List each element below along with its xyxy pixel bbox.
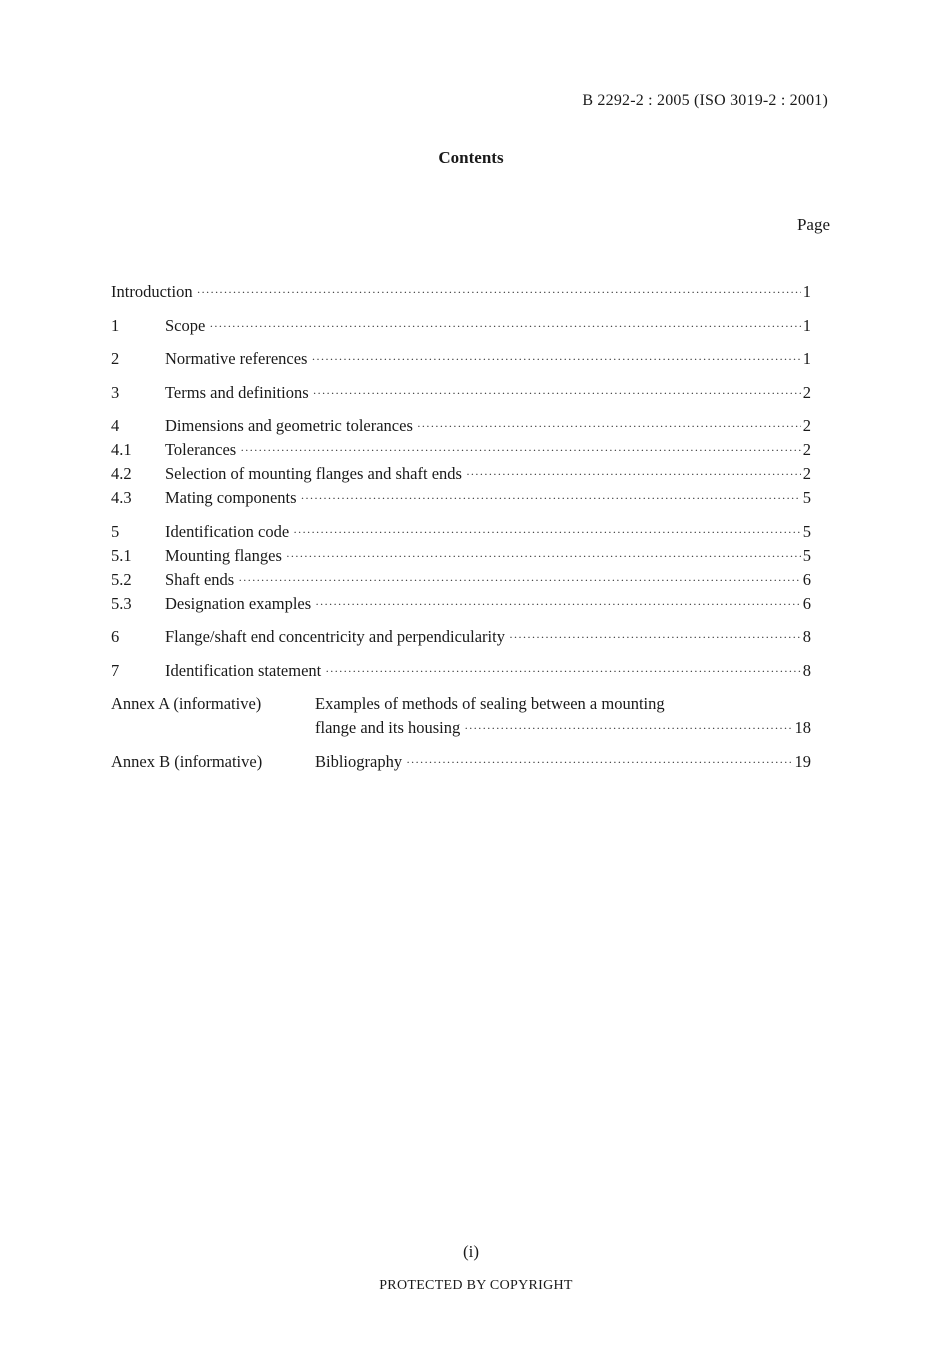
toc-leader-dots bbox=[301, 486, 801, 510]
toc-entry-title: Selection of mounting flanges and shaft ends bbox=[165, 464, 462, 483]
toc-leader-dots bbox=[406, 750, 792, 774]
toc-entry[interactable] bbox=[111, 659, 811, 683]
toc-entry-annex-a[interactable] bbox=[111, 692, 811, 740]
toc-entry-title: Introduction bbox=[111, 282, 193, 301]
page-column-label: Page bbox=[796, 215, 830, 234]
toc-leader-dots bbox=[240, 438, 801, 462]
toc-entry-title: Shaft ends bbox=[165, 569, 235, 589]
header-reference: B 2292-2 : 2005 (ISO 3019-2 : 2001) bbox=[582, 92, 828, 109]
toc-leader-dots bbox=[197, 280, 801, 304]
toc-entry[interactable] bbox=[111, 381, 811, 405]
toc-leader-dots bbox=[466, 462, 801, 486]
toc-entry-number: 1 bbox=[111, 315, 120, 335]
toc-entry-page: 2 bbox=[802, 416, 811, 435]
footer-page-number: (i) bbox=[462, 1242, 480, 1261]
toc-entry-title: Flange/shaft end concentricity and perpendicularity bbox=[165, 627, 505, 646]
toc-entry[interactable] bbox=[111, 438, 811, 462]
toc-entry-number: 5.1 bbox=[111, 545, 132, 565]
toc-entry-title: Terms and definitions bbox=[165, 382, 309, 402]
toc-leader-dots bbox=[325, 659, 801, 683]
toc-leader-dots bbox=[311, 347, 800, 371]
copyright-notice: PROTECTED BY COPYRIGHT bbox=[379, 1278, 573, 1293]
toc-entry[interactable] bbox=[111, 520, 811, 544]
toc-entry-page: 1 bbox=[802, 349, 811, 368]
annex-prefix: Annex B (informative) bbox=[111, 751, 263, 771]
toc-entry-number: 5 bbox=[111, 521, 120, 541]
contents-title: Contents bbox=[438, 148, 504, 167]
toc-leader-dots bbox=[293, 520, 801, 544]
toc-entry[interactable] bbox=[111, 568, 811, 592]
toc-entry-page: 2 bbox=[802, 382, 811, 402]
toc-entry-title: Tolerances bbox=[165, 440, 237, 459]
toc-entry[interactable] bbox=[111, 414, 811, 438]
toc-entry-page: 8 bbox=[802, 627, 811, 646]
toc-entry-page: 5 bbox=[802, 545, 811, 565]
toc-entry[interactable] bbox=[111, 462, 811, 486]
toc-entry[interactable] bbox=[111, 486, 811, 510]
toc-entry-title: Mating components bbox=[165, 488, 297, 507]
toc-leader-dots bbox=[286, 544, 801, 568]
toc-entry[interactable] bbox=[111, 347, 811, 371]
table-of-contents bbox=[111, 280, 811, 774]
toc-entry-title: Normative references bbox=[165, 349, 308, 368]
toc-entry-title: Scope bbox=[165, 315, 206, 335]
toc-entry-number: 5.2 bbox=[111, 569, 132, 589]
toc-entry-number: 5.3 bbox=[111, 593, 132, 613]
toc-entry-number: 4.3 bbox=[111, 488, 132, 507]
toc-leader-dots bbox=[209, 314, 800, 338]
toc-leader-dots bbox=[315, 592, 801, 616]
toc-entry-title: Designation examples bbox=[165, 593, 312, 613]
toc-entry-page: 2 bbox=[802, 464, 811, 483]
toc-entry-page: 19 bbox=[794, 751, 811, 771]
toc-entry-number: 4.1 bbox=[111, 440, 132, 459]
toc-entry-title: Mounting flanges bbox=[165, 545, 282, 565]
toc-entry-number: 2 bbox=[111, 349, 120, 368]
toc-entry[interactable] bbox=[111, 544, 811, 568]
toc-leader-dots bbox=[313, 381, 801, 405]
toc-entry-page: 1 bbox=[802, 315, 811, 335]
toc-entry-page: 18 bbox=[794, 718, 811, 737]
toc-entry-number: 3 bbox=[111, 382, 120, 402]
toc-entry-page: 1 bbox=[802, 282, 811, 301]
toc-entry-introduction[interactable] bbox=[111, 280, 811, 304]
toc-entry[interactable] bbox=[111, 314, 811, 338]
toc-entry-title: Examples of methods of sealing between a mounting bbox=[315, 694, 665, 713]
toc-entry[interactable] bbox=[111, 592, 811, 616]
toc-entry-page: 5 bbox=[802, 521, 811, 541]
toc-entry-number: 4.2 bbox=[111, 464, 132, 483]
toc-leader-dots bbox=[464, 716, 792, 740]
toc-entry-title-continued: flange and its housing bbox=[315, 718, 461, 737]
toc-entry[interactable] bbox=[111, 625, 811, 649]
toc-leader-dots bbox=[238, 568, 801, 592]
toc-entry-number: 4 bbox=[111, 416, 120, 435]
toc-leader-dots bbox=[417, 414, 801, 438]
toc-entry-annex-b[interactable] bbox=[111, 750, 811, 774]
toc-entry-title: Bibliography bbox=[315, 751, 403, 771]
toc-entry-page: 6 bbox=[802, 569, 811, 589]
toc-entry-title: Identification code bbox=[165, 521, 290, 541]
toc-entry-number: 7 bbox=[111, 660, 120, 680]
toc-entry-title: Identification statement bbox=[165, 660, 322, 680]
toc-entry-page: 5 bbox=[802, 488, 811, 507]
toc-entry-page: 6 bbox=[802, 593, 811, 613]
toc-entry-page: 2 bbox=[802, 440, 811, 459]
toc-leader-dots bbox=[509, 625, 801, 649]
toc-entry-number: 6 bbox=[111, 627, 120, 646]
annex-prefix: Annex A (informative) bbox=[111, 694, 262, 713]
toc-entry-page: 8 bbox=[802, 660, 811, 680]
toc-entry-title: Dimensions and geometric tolerances bbox=[165, 416, 413, 435]
